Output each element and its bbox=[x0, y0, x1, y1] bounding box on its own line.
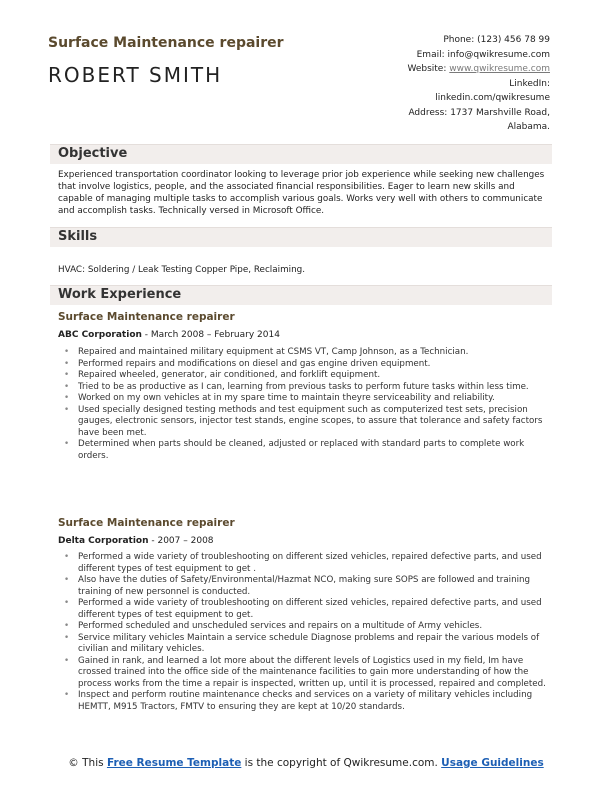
list-item: • Inspect and perform routine maintenance checks and services on a variety of military vehicles including HEMTT, M915 Tractors, FMTV to ensuring they are kept at 10/20 standards. bbox=[64, 690, 552, 713]
list-item: • Used specially designed testing methods and test equipment such as computerized test sets, precision gauges, electronic sensors, injector test stands, engine scopes, to assure that tolerance and safety factors have been met. bbox=[64, 405, 552, 440]
linkedin-label: LinkedIn: bbox=[509, 78, 550, 89]
address-line1: 1737 Marshville Road, bbox=[450, 107, 550, 118]
skills-heading: Skills bbox=[58, 229, 98, 244]
job1-bullets bbox=[64, 347, 552, 462]
address-line2: Alabama. bbox=[507, 122, 550, 132]
skills-text: HVAC: Soldering / Leak Testing Copper Pipe, Reclaiming. bbox=[58, 265, 306, 275]
phone-value: (123) 456 78 99 bbox=[477, 35, 550, 45]
email-value: info@qwikresume.com bbox=[447, 49, 550, 60]
job1-company: ABC Corporation bbox=[58, 330, 142, 340]
free-resume-template-link[interactable]: Free Resume Template bbox=[106, 757, 242, 769]
header-job-title: Surface Maintenance repairer bbox=[48, 35, 284, 51]
footer bbox=[60, 757, 552, 770]
email-label: Email: bbox=[416, 49, 445, 60]
job2-company: Delta Corporation bbox=[58, 536, 149, 546]
list-item: • Performed a wide variety of troubleshooting on different sized vehicles, repaired defective parts, and used different types of test equipment to get. bbox=[64, 598, 552, 621]
objective-heading: Objective bbox=[58, 146, 128, 161]
list-item: • Worked on my own vehicles at in my spare time to maintain theyre serviceability and reliability. bbox=[64, 393, 552, 405]
footer-middle: is the copyright of Qwikresume.com. bbox=[241, 757, 442, 769]
job1-dates: - March 2008 – February 2014 bbox=[141, 330, 280, 340]
list-item: • Performed scheduled and unscheduled services and repairs on a multitude of Army vehicles. bbox=[64, 621, 552, 633]
linkedin-value: linkedin.com/qwikresume bbox=[435, 93, 550, 103]
website-label: Website: bbox=[407, 64, 447, 74]
list-item: • Determined when parts should be cleaned, adjusted or replaced with standard parts to complete work orders. bbox=[64, 439, 552, 462]
contact-phone bbox=[350, 33, 550, 48]
skills-section-bar bbox=[50, 227, 552, 247]
usage-guidelines-link[interactable]: Usage Guidelines bbox=[441, 757, 544, 769]
experience-section-bar bbox=[50, 285, 552, 305]
phone-label: Phone: bbox=[443, 35, 475, 45]
job2-dates: - 2007 – 2008 bbox=[148, 536, 214, 546]
candidate-name: ROBERT SMITH bbox=[48, 63, 223, 87]
job2-bullets bbox=[64, 552, 552, 713]
list-item: • Repaired and maintained military equipment at CSMS VT, Camp Johnson, as a Technician. bbox=[64, 347, 552, 359]
address-label: Address: bbox=[408, 107, 448, 118]
job2-company-line bbox=[58, 536, 214, 546]
contact-email bbox=[350, 48, 550, 63]
list-item: • Tried to be as productive as I can, learning from previous tasks to perform future tasks within less time. bbox=[64, 382, 552, 394]
website-link[interactable]: www.qwikresume.com bbox=[449, 64, 550, 74]
contact-address bbox=[350, 106, 550, 121]
list-item: • Also have the duties of Safety/Environmental/Hazmat NCO, making sure SOPS are followed and training training of new personnel is conducted. bbox=[64, 575, 552, 598]
objective-text: Experienced transportation coordinator looking to leverage prior job experience while seeking new challenges that involve logistics, people, and the associated financial responsibilities. Eager to learn new skills and capable of managing multiple tasks to accomplish various goals. Works very well with others to communicate and accomplish tasks. Technically versed in Microsoft Office. bbox=[58, 170, 545, 216]
list-item: • Performed repairs and modifications on diesel and gas engine driven equipment. bbox=[64, 359, 552, 371]
list-item: • Performed a wide variety of troubleshooting on different sized vehicles, repaired defective parts, and used different types of test equipment to get . bbox=[64, 552, 552, 575]
list-item: • Gained in rank, and learned a lot more about the different levels of Logistics used in my field, Im have crossed trained into the office side of the maintenance facilities to gain more understanding of how the process works from the time a repair is inspected, written up, until it is processed, repaired and completed. bbox=[64, 656, 552, 691]
contact-website bbox=[350, 62, 550, 77]
objective-section-bar bbox=[50, 144, 552, 164]
job2-title: Surface Maintenance repairer bbox=[58, 517, 235, 529]
job1-title: Surface Maintenance repairer bbox=[58, 311, 235, 323]
experience-heading: Work Experience bbox=[58, 287, 182, 302]
contact-block bbox=[350, 33, 550, 135]
list-item: • Service military vehicles Maintain a service schedule Diagnose problems and repair the various models of civilian and military vehicles. bbox=[64, 633, 552, 656]
list-item: • Repaired wheeled, generator, air conditioned, and forklift equipment. bbox=[64, 370, 552, 382]
footer-prefix: © This bbox=[68, 757, 107, 769]
job1-company-line bbox=[58, 330, 280, 340]
